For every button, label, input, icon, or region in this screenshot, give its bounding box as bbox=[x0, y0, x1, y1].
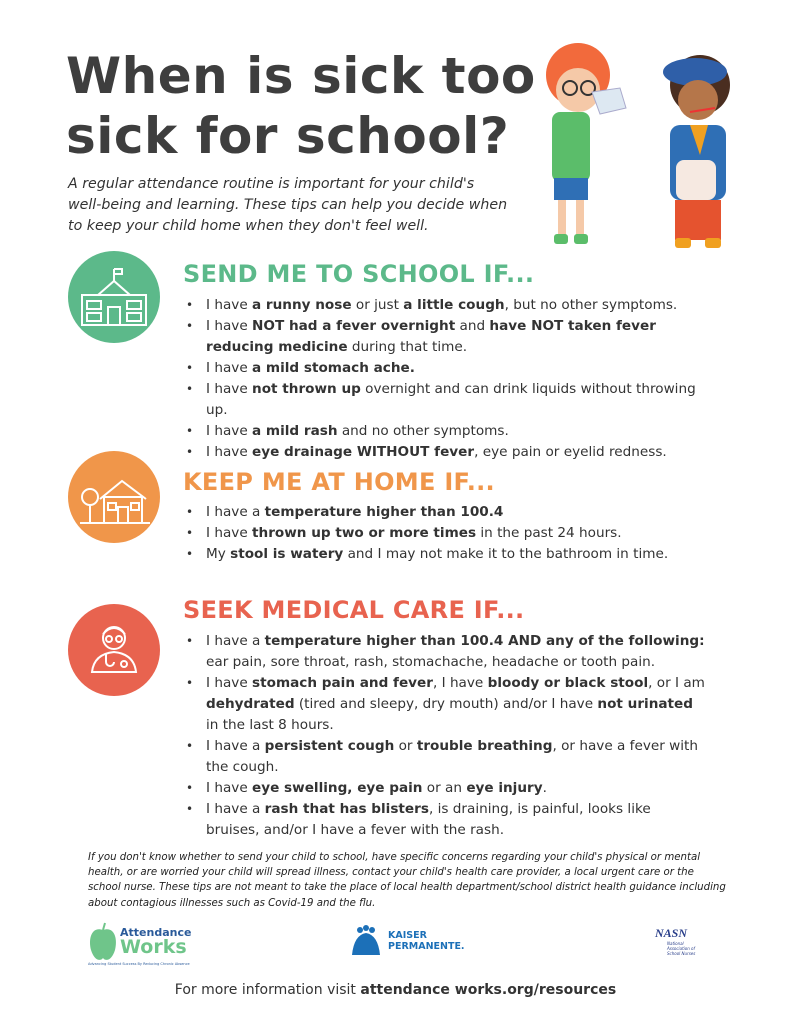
list-item bbox=[186, 544, 716, 565]
list-item bbox=[186, 316, 716, 358]
text: , is draining, is painful, looks like bruises, and/or I have a fever with the rash. bbox=[206, 801, 651, 838]
bold-text: a mild stomach ache. bbox=[252, 360, 415, 376]
seek-medical-care-list bbox=[186, 631, 706, 841]
nasn-name: NASN bbox=[655, 926, 688, 940]
nasn-line1: National bbox=[667, 941, 684, 946]
bold-text: not thrown up bbox=[252, 381, 361, 397]
text: I have a bbox=[206, 504, 265, 520]
title-line-2: sick for school? bbox=[66, 107, 510, 165]
footer bbox=[0, 982, 791, 998]
attendance-works-line1: Attendance bbox=[120, 926, 192, 939]
bold-text: eye swelling, eye pain bbox=[252, 780, 423, 796]
text: I have bbox=[206, 423, 253, 439]
text: , or have a fever with the cough. bbox=[206, 738, 698, 775]
kaiser-line1: KAISER bbox=[388, 930, 427, 941]
attendance-works-tagline: Advancing Student Success By Reducing Chronic Absence bbox=[88, 962, 190, 966]
text: I have bbox=[206, 444, 253, 460]
bold-text: dehydrated bbox=[206, 696, 295, 712]
nasn-logo bbox=[655, 926, 715, 966]
bold-text: NOT had a fever overnight bbox=[252, 318, 456, 334]
keep-at-home-heading: KEEP ME AT HOME IF... bbox=[183, 468, 495, 496]
text: during that time. bbox=[347, 339, 468, 355]
attendance-works-logo bbox=[88, 920, 198, 970]
bold-text: eye drainage WITHOUT fever bbox=[252, 444, 475, 460]
list-item bbox=[186, 523, 716, 544]
text: , eye pain or eyelid redness. bbox=[474, 444, 667, 460]
bold-text: a mild rash bbox=[252, 423, 338, 439]
text: I have bbox=[206, 360, 253, 376]
bold-text: bloody or black stool bbox=[487, 675, 649, 691]
send-to-school-list bbox=[186, 295, 716, 463]
bold-text: a runny nose bbox=[252, 297, 352, 313]
kaiser-permanente-logo bbox=[350, 925, 470, 957]
text: , or I am bbox=[648, 675, 705, 691]
text: in the last 8 hours. bbox=[206, 717, 334, 733]
text: I have a bbox=[206, 738, 265, 754]
bold-text: eye injury bbox=[466, 780, 543, 796]
house-icon bbox=[68, 451, 160, 543]
kaiser-people-icon bbox=[350, 925, 382, 955]
kaiser-line2: PERMANENTE. bbox=[388, 941, 465, 952]
subtitle: A regular attendance routine is important for your child's well-being and learning. These tips can help you decide when to keep your child home when they don't feel well. bbox=[68, 176, 508, 234]
text: (tired and sleepy, dry mouth) and/or I have bbox=[294, 696, 598, 712]
bold-text: not urinated bbox=[597, 696, 693, 712]
text: and no other symptoms. bbox=[337, 423, 509, 439]
disclaimer: If you don't know whether to send your child to school, have specific concerns regarding your child's physical or mental health, or are worried your child will spread illness, contact your child's health care provider, a local urgent care or the school nurse. These tips are not meant to take the place of local health department/school district health guidance including about contagious illnesses such as Covid-19 and the flu. bbox=[88, 852, 726, 909]
apple-hand-icon bbox=[88, 922, 118, 962]
nasn-line2: Association of bbox=[667, 946, 695, 951]
text: I have bbox=[206, 381, 253, 397]
list-item bbox=[186, 736, 706, 778]
bold-text: stool is watery bbox=[230, 546, 344, 562]
text: I have bbox=[206, 780, 253, 796]
bold-text: persistent cough bbox=[264, 738, 395, 754]
text: I have bbox=[206, 525, 253, 541]
text: . bbox=[542, 780, 547, 796]
text: , but no other symptoms. bbox=[504, 297, 678, 313]
resources-link[interactable]: attendance works.org/resources bbox=[360, 982, 617, 998]
text: I have bbox=[206, 318, 253, 334]
title-line-1: When is sick too bbox=[66, 47, 536, 105]
text: I have a bbox=[206, 633, 265, 649]
bold-text: temperature higher than 100.4 bbox=[264, 504, 504, 520]
page-title bbox=[66, 46, 536, 166]
bold-text: have NOT taken fever reducing medicine bbox=[206, 318, 656, 355]
text: or an bbox=[422, 780, 467, 796]
text: in the past 24 hours. bbox=[476, 525, 622, 541]
bold-text: temperature higher than 100.4 AND any of the following: bbox=[264, 633, 705, 649]
footer-text: For more information visit bbox=[174, 982, 361, 998]
text: or just bbox=[351, 297, 404, 313]
bold-text: stomach pain and fever bbox=[252, 675, 433, 691]
text: I have a bbox=[206, 801, 265, 817]
doctor-icon bbox=[68, 604, 160, 696]
text: , I have bbox=[432, 675, 488, 691]
list-item bbox=[186, 379, 716, 421]
text: I have bbox=[206, 675, 253, 691]
bold-text: rash that has blisters bbox=[264, 801, 429, 817]
list-item bbox=[186, 295, 716, 316]
school-icon bbox=[68, 251, 160, 343]
text: and I may not make it to the bathroom in time. bbox=[343, 546, 669, 562]
list-item bbox=[186, 799, 706, 841]
seek-medical-care-heading: SEEK MEDICAL CARE IF... bbox=[183, 596, 525, 624]
list-item bbox=[186, 358, 716, 379]
list-item bbox=[186, 673, 706, 736]
sick-children-illustration bbox=[530, 30, 760, 265]
list-item bbox=[186, 442, 716, 463]
bold-text: trouble breathing bbox=[416, 738, 553, 754]
list-item bbox=[186, 778, 706, 799]
text: ear pain, sore throat, rash, stomachache, headache or tooth pain. bbox=[206, 654, 656, 670]
attendance-works-line2: Works bbox=[120, 936, 187, 958]
bold-text: a little cough bbox=[403, 297, 505, 313]
text: and bbox=[455, 318, 490, 334]
list-item bbox=[186, 421, 716, 442]
list-item bbox=[186, 631, 706, 673]
bold-text: thrown up two or more times bbox=[252, 525, 477, 541]
text: My bbox=[206, 546, 231, 562]
keep-at-home-list bbox=[186, 502, 716, 565]
text: overnight and can drink liquids without throwing up. bbox=[206, 381, 696, 418]
text: I have bbox=[206, 297, 253, 313]
text: or bbox=[394, 738, 417, 754]
send-to-school-heading: SEND ME TO SCHOOL IF... bbox=[183, 260, 535, 288]
list-item bbox=[186, 502, 716, 523]
nasn-line3: School Nurses bbox=[667, 951, 696, 956]
